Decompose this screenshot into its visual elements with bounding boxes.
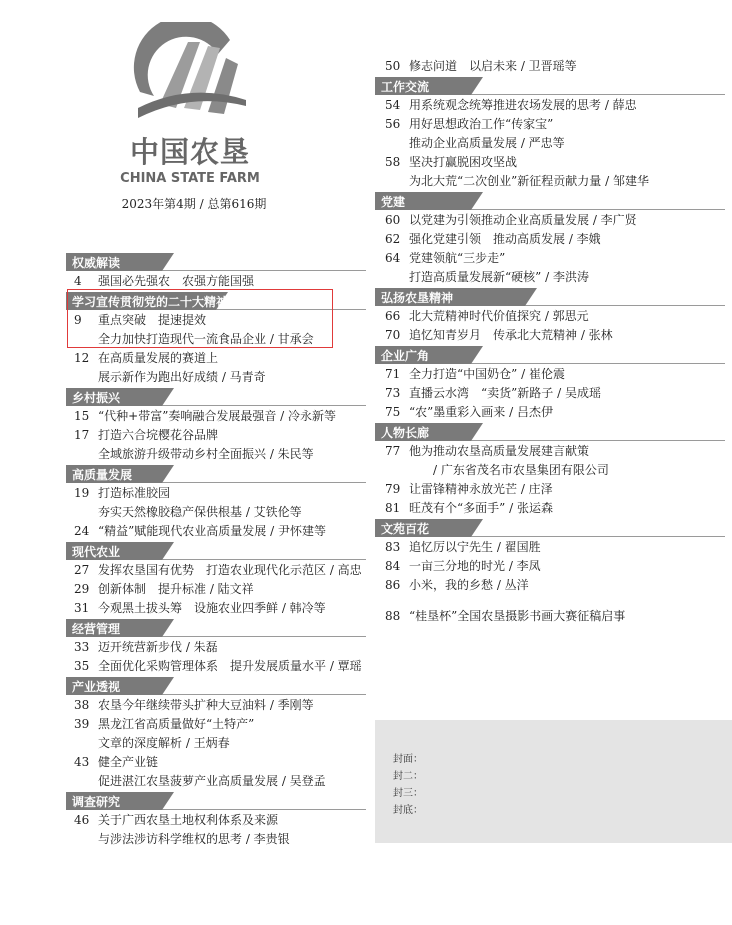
credit-cover: 封面： xyxy=(393,754,423,765)
page-number: 24 xyxy=(74,524,90,538)
toc-entry[interactable] xyxy=(375,230,725,249)
page-number: 46 xyxy=(74,813,90,827)
toc-entry[interactable] xyxy=(375,403,725,422)
toc-entry[interactable] xyxy=(66,561,366,580)
entry-title xyxy=(98,580,366,599)
entry-line: 健全产业链 xyxy=(98,755,159,769)
section-title: 弘扬农垦精神 xyxy=(381,291,454,305)
entry-line: 坚决打赢脱困攻坚战 xyxy=(409,155,518,169)
toc-entry[interactable] xyxy=(66,426,366,464)
section-title: 产业透视 xyxy=(72,680,121,694)
cover-credits xyxy=(393,751,423,819)
entry-title xyxy=(409,211,725,230)
section-header xyxy=(66,465,366,483)
entry-line: 用好思想政治工作“传家宝” xyxy=(409,117,554,131)
page-number: 73 xyxy=(385,386,401,400)
entry-title xyxy=(409,499,725,518)
toc-entry[interactable] xyxy=(66,349,366,387)
entry-line: 打造高质量发展新“硬核” / 李洪涛 xyxy=(409,270,589,284)
entry-title xyxy=(409,576,725,595)
page-number: 86 xyxy=(385,578,401,592)
entry-line: 直播云水湾 “卖货”新路子 / 吴成瑶 xyxy=(409,386,601,400)
section-header xyxy=(375,288,725,306)
toc-entry[interactable] xyxy=(375,384,725,403)
entry-line: 关于广西农垦土地权利体系及来源 xyxy=(98,813,279,827)
entry-title xyxy=(409,365,725,384)
entry-line: 全力打造“中国奶仓” / 崔伦震 xyxy=(409,367,565,381)
page-number: 58 xyxy=(385,155,401,169)
credit-back-cover: 封底： xyxy=(393,805,423,816)
toc-entry[interactable] xyxy=(375,115,725,153)
entry-line: 用系统观念统筹推进农场发展的思考 / 薛忠 xyxy=(409,98,637,112)
page-number: 60 xyxy=(385,213,401,227)
toc-entry[interactable] xyxy=(375,249,725,287)
section-header xyxy=(66,619,366,637)
toc-entry[interactable] xyxy=(375,96,725,115)
entry-title xyxy=(98,599,366,618)
issue-number: 2023年第4期 / 总第616期 xyxy=(121,197,267,211)
entry-line: 全面优化采购管理体系 提升发展质量水平 / 覃瑶 xyxy=(98,659,362,673)
entry-title xyxy=(98,349,366,387)
page-number: 27 xyxy=(74,563,90,577)
entry-title xyxy=(98,522,366,541)
entry-title xyxy=(409,96,725,115)
page-number: 33 xyxy=(74,640,90,654)
section-header xyxy=(66,792,366,810)
entry-line: 打造六合垸樱花谷品牌 xyxy=(98,428,219,442)
page-number: 77 xyxy=(385,444,401,458)
entry-title xyxy=(98,407,366,426)
section-header xyxy=(375,519,725,537)
section-title: 党建 xyxy=(381,195,406,209)
entry-title xyxy=(409,403,725,422)
section-title: 学习宣传贯彻党的二十大精神 xyxy=(72,295,229,309)
section-header xyxy=(375,192,725,210)
entry-line: 促进湛江农垦菠萝产业高质量发展 / 吴登孟 xyxy=(98,774,326,788)
credit-inside-front: 封二： xyxy=(393,771,423,782)
entry-line: 迈开统营新步伐 / 朱磊 xyxy=(98,640,218,654)
entry-line: 黑龙江省高质量做好“土特产” xyxy=(98,717,255,731)
section-title: 高质量发展 xyxy=(72,468,133,482)
entry-title xyxy=(409,557,725,576)
entry-line: 北大荒精神时代价值探究 / 郭思元 xyxy=(409,309,589,323)
entry-title xyxy=(409,538,725,557)
page-number: 31 xyxy=(74,601,90,615)
entry-title xyxy=(409,57,725,76)
section-header xyxy=(66,542,366,560)
page-number: 70 xyxy=(385,328,401,342)
section-title: 文苑百花 xyxy=(381,522,430,536)
toc-entry[interactable] xyxy=(66,657,366,676)
page-number: 15 xyxy=(74,409,90,423)
section-title: 经营管理 xyxy=(72,622,121,636)
entry-line: 打造标准胶园 xyxy=(98,486,171,500)
page-number: 62 xyxy=(385,232,401,246)
page-number: 19 xyxy=(74,486,90,500)
entry-title xyxy=(409,442,725,480)
page-number: 38 xyxy=(74,698,90,712)
entry-line: 展示新作为跑出好成绩 / 马青奇 xyxy=(98,370,266,384)
page-number: 54 xyxy=(385,98,401,112)
toc-entry[interactable] xyxy=(66,580,366,599)
section-title: 权威解读 xyxy=(72,256,121,270)
page-number: 56 xyxy=(385,117,401,131)
toc-entry[interactable] xyxy=(375,499,725,518)
page-number: 35 xyxy=(74,659,90,673)
section-header xyxy=(375,346,725,364)
entry-line: 今观黑土拔头筹 设施农业四季鲜 / 韩冷等 xyxy=(98,601,326,615)
entry-line: 在高质量发展的赛道上 xyxy=(98,351,219,365)
page-number: 81 xyxy=(385,501,401,515)
entry-title xyxy=(98,811,366,849)
page-number: 4 xyxy=(74,274,82,288)
entry-title xyxy=(98,753,366,791)
toc-entry[interactable] xyxy=(375,480,725,499)
entry-title xyxy=(98,715,366,753)
entry-line: 发挥农垦国有优势 打造农业现代化示范区 / 高忠 xyxy=(98,563,362,577)
entry-line: 农垦今年继续带头扩种大豆油料 / 季刚等 xyxy=(98,698,314,712)
page-number: 43 xyxy=(74,755,90,769)
page-number: 66 xyxy=(385,309,401,323)
entry-title xyxy=(98,426,366,464)
toc-entry[interactable] xyxy=(66,753,366,791)
entry-line: 小米，我的乡愁 / 丛洋 xyxy=(409,578,529,592)
toc-entry[interactable] xyxy=(66,638,366,657)
spacer xyxy=(375,595,725,607)
entry-line: 党建领航“三步走” xyxy=(409,251,506,265)
entry-line: 为北大荒“二次创业”新征程贡献力量 / 邹建华 xyxy=(409,174,649,188)
cover-credits-panel xyxy=(375,720,732,843)
section-title: 企业广角 xyxy=(381,349,430,363)
section-title: 工作交流 xyxy=(381,80,430,94)
entry-line: 文章的深度解析 / 王炳春 xyxy=(98,736,230,750)
page-number: 50 xyxy=(385,59,401,73)
entry-line: “代种+带富”奏响融合发展最强音 / 冷永新等 xyxy=(98,409,336,423)
toc-entry[interactable] xyxy=(66,599,366,618)
entry-title xyxy=(98,484,366,522)
brand-name-cn: 中国农垦 xyxy=(129,135,250,169)
highlight-box xyxy=(67,289,333,348)
toc-entry[interactable] xyxy=(375,557,725,576)
entry-title xyxy=(98,696,366,715)
entry-title xyxy=(409,307,725,326)
entry-line: 以党建为引领推动企业高质量发展 / 李广贤 xyxy=(409,213,637,227)
toc-entry[interactable] xyxy=(375,538,725,557)
page-number: 71 xyxy=(385,367,401,381)
toc-entry[interactable] xyxy=(375,57,725,76)
entry-title xyxy=(409,326,725,345)
entry-line: “桂垦杯”全国农垦摄影书画大赛征稿启事 xyxy=(409,609,626,623)
entry-line: / 广东省茂名市农垦集团有限公司 xyxy=(409,463,609,477)
entry-line: 夯实天然橡胶稳产保供根基 / 艾铁伦等 xyxy=(98,505,302,519)
page-number: 84 xyxy=(385,559,401,573)
page-number: 64 xyxy=(385,251,401,265)
entry-line: 与涉法涉访科学维权的思考 / 李贵银 xyxy=(98,832,290,846)
section-header xyxy=(66,388,366,406)
entry-line: “精益”赋能现代农业高质量发展 / 尹怀建等 xyxy=(98,524,326,538)
entry-title xyxy=(98,561,366,580)
page-number: 9 xyxy=(74,313,82,327)
toc-right-column xyxy=(375,57,725,626)
state-farm-logo xyxy=(130,22,250,127)
page-number: 17 xyxy=(74,428,90,442)
page-number: 88 xyxy=(385,609,401,623)
section-header xyxy=(66,253,366,271)
page-number: 12 xyxy=(74,351,90,365)
section-header xyxy=(66,677,366,695)
toc-entry[interactable] xyxy=(375,365,725,384)
toc-entry[interactable] xyxy=(375,576,725,595)
toc-entry[interactable] xyxy=(375,307,725,326)
section-title: 乡村振兴 xyxy=(72,391,121,405)
brand-name-en: CHINA STATE FARM xyxy=(120,171,260,186)
entry-line: 推动企业高质量发展 / 严忠等 xyxy=(409,136,565,150)
toc-entry[interactable] xyxy=(66,407,366,426)
entry-line: 全力加快打造现代一流食品企业 / 甘承会 xyxy=(98,332,314,346)
toc-entry[interactable] xyxy=(66,811,366,849)
entry-title xyxy=(409,480,725,499)
entry-line: 重点突破 提速提效 xyxy=(98,313,207,327)
entry-line: 修志问道 以启未来 / 卫晋瑶等 xyxy=(409,59,577,73)
section-title: 人物长廊 xyxy=(381,426,430,440)
entry-title xyxy=(98,657,366,676)
entry-title xyxy=(409,249,725,287)
page-number: 79 xyxy=(385,482,401,496)
section-title: 现代农业 xyxy=(72,545,121,559)
toc-entry[interactable] xyxy=(375,153,725,191)
entry-line: 强化党建引领 推动高质发展 / 李娥 xyxy=(409,232,601,246)
entry-title xyxy=(409,607,725,626)
entry-title xyxy=(409,115,725,153)
toc-entry[interactable] xyxy=(375,211,725,230)
entry-line: 强国必先强农 农强方能国强 xyxy=(98,274,255,288)
masthead xyxy=(110,22,310,211)
section-title: 调查研究 xyxy=(72,795,121,809)
entry-title xyxy=(409,230,725,249)
toc-entry[interactable] xyxy=(66,715,366,753)
toc-entry[interactable] xyxy=(66,696,366,715)
toc-entry[interactable] xyxy=(375,442,725,480)
entry-line: 创新体制 提升标准 / 陆文祥 xyxy=(98,582,254,596)
entry-title xyxy=(98,638,366,657)
entry-line: 让雷锋精神永放光芒 / 庄泽 xyxy=(409,482,553,496)
toc-entry[interactable] xyxy=(66,484,366,522)
credit-inside-back: 封三： xyxy=(393,788,423,799)
toc-entry[interactable] xyxy=(66,522,366,541)
page-number: 83 xyxy=(385,540,401,554)
entry-title xyxy=(409,384,725,403)
entry-line: 他为推动农垦高质量发展建言献策 xyxy=(409,444,590,458)
page-number: 39 xyxy=(74,717,90,731)
page-number: 75 xyxy=(385,405,401,419)
entry-line: 追忆知青岁月 传承北大荒精神 / 张林 xyxy=(409,328,613,342)
entry-title xyxy=(409,153,725,191)
entry-line: 旺茂有个“多面手” / 张运森 xyxy=(409,501,553,515)
toc-entry[interactable] xyxy=(375,326,725,345)
section-header xyxy=(375,423,725,441)
section-header xyxy=(375,77,725,95)
entry-line: “农”墨重彩入画来 / 吕杰伊 xyxy=(409,405,553,419)
page-number: 29 xyxy=(74,582,90,596)
entry-line: 追忆厉以宁先生 / 翟国胜 xyxy=(409,540,541,554)
toc-entry[interactable] xyxy=(375,607,725,626)
entry-line: 一亩三分地的时光 / 李凤 xyxy=(409,559,541,573)
entry-line: 全域旅游升级带动乡村全面振兴 / 朱民等 xyxy=(98,447,314,461)
